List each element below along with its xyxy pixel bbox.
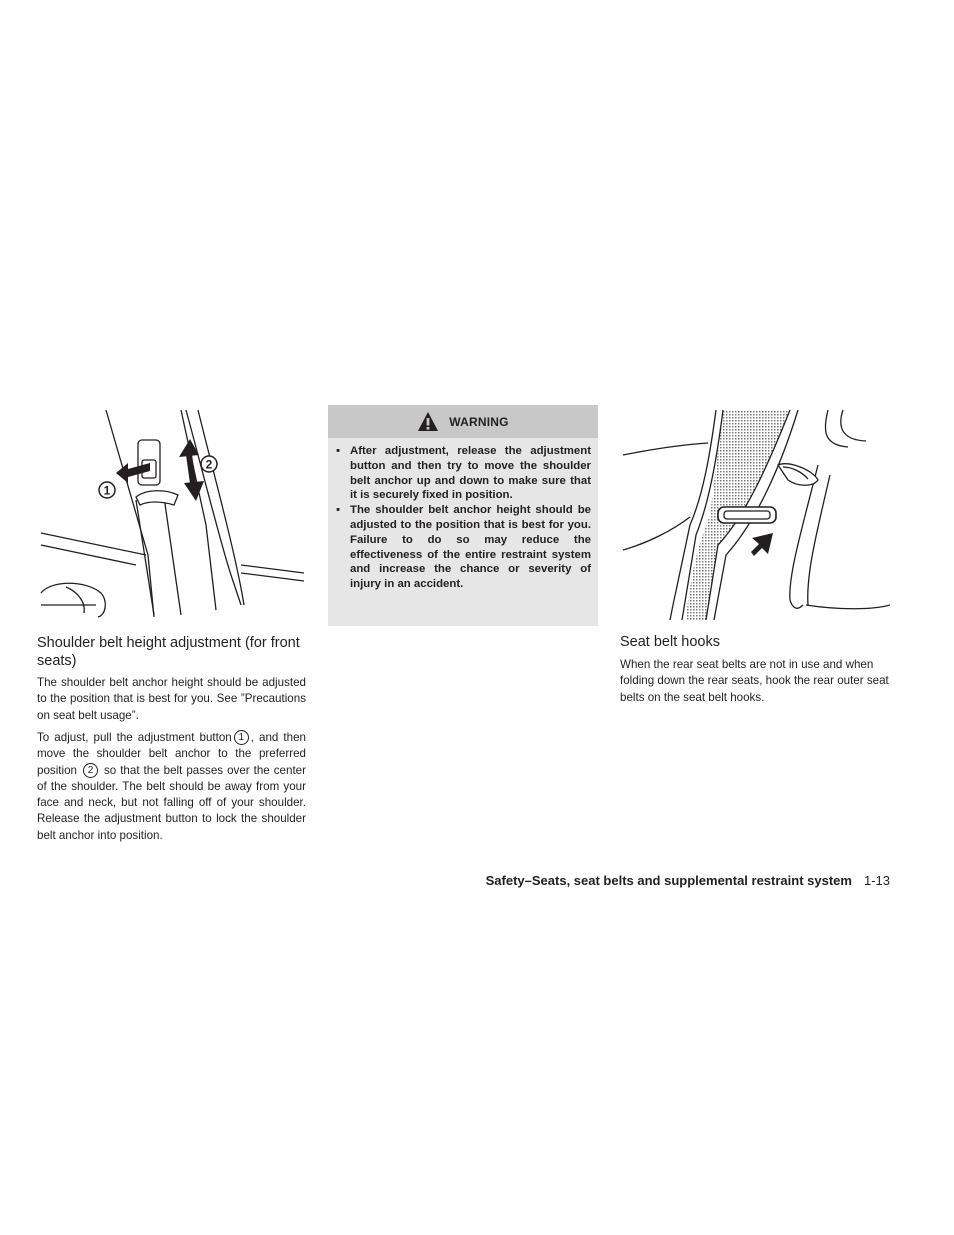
callout-2-label: 2 [205, 457, 213, 472]
callout-1 [99, 482, 115, 498]
footer-section-title: Safety–Seats, seat belts and supplemental restraint system [485, 873, 852, 888]
section-heading-shoulder-belt: Shoulder belt height adjustment (for front seats) [37, 635, 300, 669]
paragraph-adjust-part-c: so that the belt passes over the center of the shoulder. The belt should be away from your face and neck, but not falling off of your shoulder. Release the adjustment button to lock the shoulder belt anchor into position. [37, 763, 306, 842]
page-number: 1-13 [863, 873, 890, 888]
warning-triangle-icon [417, 411, 439, 433]
paragraph-adjust-procedure [37, 730, 306, 844]
warning-item [336, 444, 591, 503]
warning-item-text: The shoulder belt anchor height should be adjusted to the position that is best for you. Failure to do so may reduce the effectiveness of the entire restraint system and increase the chance or severity of injury in an accident. [350, 504, 591, 591]
callout-2-inline: 2 [83, 763, 98, 778]
bullet-icon: ▪ [336, 504, 341, 517]
warning-header [328, 405, 598, 438]
paragraph-adjust-part-b: , and then move the shoulder belt anchor to the preferred position [37, 731, 306, 777]
page-footer [486, 873, 890, 889]
section-heading-seat-belt-hooks: Seat belt hooks [620, 634, 720, 650]
warning-list [328, 438, 598, 592]
callout-1-label: 1 [103, 483, 111, 498]
warning-item-text: After adjustment, release the adjustment button and then try to move the shoulder belt anchor up and down to make sure that it is securely fixed in position. [350, 445, 591, 502]
callout-1-inline: 1 [234, 730, 249, 745]
warning-title: WARNING [449, 414, 509, 429]
callout-2 [201, 456, 217, 472]
paragraph-anchor-height: The shoulder belt anchor height should be adjusted to the position that is best for you. See ”Precautions on seat belt usage”. [37, 676, 306, 722]
paragraph-adjust-part-a: To adjust, pull the adjustment button [37, 731, 232, 744]
seat-belt-hook-illustration [618, 405, 890, 620]
bullet-icon: ▪ [336, 445, 341, 457]
paragraph-seat-belt-hooks: When the rear seat belts are not in use and when folding down the rear seats, hook the rear outer seat belts on the seat belt hooks. [620, 658, 889, 704]
shoulder-belt-anchor-illustration [36, 405, 306, 620]
warning-item [336, 503, 591, 592]
warning-box [328, 405, 598, 626]
